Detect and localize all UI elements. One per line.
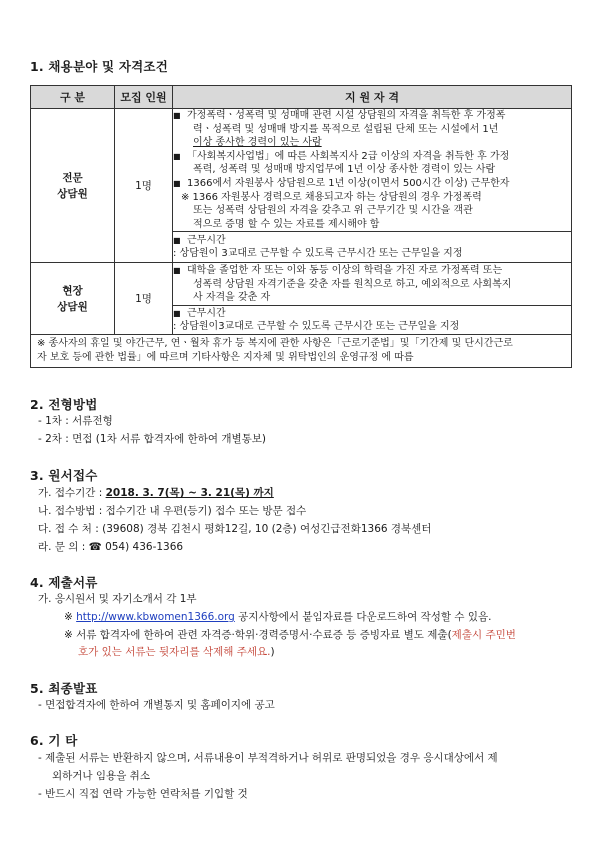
count-expert: 1명	[115, 109, 173, 263]
section-title-announcement: 5. 최종발표	[30, 681, 98, 696]
count-field: 1명	[115, 263, 173, 335]
etc-item-1: - 제출된 서류는 반환하지 않으며, 서류내용이 부적격하거나 허위로 판명되었을 경우 응시대상에서 제	[38, 752, 498, 764]
documents-proof-note-cont: 호가 있는 서류는 뒷자리를 삭제해 주세요.)	[78, 646, 275, 658]
recruitment-table	[30, 85, 572, 368]
work-hours-expert: ■ 근무시간 : 상담원이 3교대로 근무할 수 있도록 근무시간 또는 근무일을 지정	[173, 232, 572, 263]
qual-item: ■ 가정폭력ㆍ성폭력 및 성매매 관련 시설 상담원의 자격을 취득한 후 가정폭 력ㆍ성폭력 및 성매매 방지를 목적으로 설립된 단체 또는 시설에서 1년 이상 종사한 경력이 있는 사람	[173, 109, 571, 150]
table-header-row	[31, 86, 572, 109]
section-title-etc: 6. 기 타	[30, 733, 78, 748]
application-contact: 라. 문 의 : ☎ 054) 436-1366	[38, 541, 184, 553]
table-row	[31, 109, 572, 232]
table-row	[31, 263, 572, 306]
section-title-recruitment: 1. 채용분야 및 자격조건	[30, 59, 168, 74]
work-hours-field: ■ 근무시간 : 상담원이3교대로 근무할 수 있도록 근무시간 또는 근무일을 지정	[173, 306, 572, 335]
documents-proof-note: ※ 서류 합격자에 한하여 관련 자격증·학위·경력증명서·수료증 등 증빙자료 별도 제출(제출시 주민번	[64, 629, 516, 641]
etc-item-2: - 반드시 직접 연락 가능한 연락처를 기입할 것	[38, 788, 248, 800]
category-expert-counselor: 전문 상담원	[31, 109, 115, 263]
application-period: 가. 접수기간 : 2018. 3. 7(목) ~ 3. 21(목) 까지	[38, 487, 274, 499]
screening-step-2: - 2차 : 면접 (1차 서류 합격자에 한하여 개별통보)	[38, 433, 267, 445]
qual-item: ■ 1366에서 자원봉사 상담원으로 1년 이상(이면서 500시간 이상) 근무한자	[173, 177, 571, 191]
qual-item: ■ 대학을 졸업한 자 또는 이와 동등 이상의 학력을 가진 자로 가정폭력 또는 성폭력 상담원 자격기준을 갖춘 자를 원칙으로 하고, 예외적으로 사회복지 사 자격을 갖춘 자	[173, 264, 571, 305]
screening-step-1: - 1차 : 서류전형	[38, 415, 113, 427]
section-title-documents: 4. 제출서류	[30, 575, 98, 590]
section-title-screening: 2. 전형방법	[30, 397, 98, 412]
documents-download-note: ※ http://www.kbwomen1366.org 공지사항에서 붙임자료를 다운로드하여 작성할 수 있음.	[64, 611, 492, 623]
documents-list: 가. 응시원서 및 자기소개서 각 1부	[38, 593, 197, 605]
etc-item-1-cont: 외하거나 임용을 취소	[52, 770, 150, 782]
table-footnote-row	[31, 335, 572, 368]
website-link[interactable]: http://www.kbwomen1366.org	[76, 611, 235, 623]
header-count: 모집 인원	[115, 86, 173, 109]
table-footnote: ※ 종사자의 휴일 및 야간근무, 연ㆍ월차 휴가 등 복지에 관한 사항은「근로기준법」및「기간제 및 단시간근로 자 보호 등에 관한 법률」에 따르며 기타사항은 지자체 및 위탁법인의 운영규정 에 따름	[31, 335, 572, 368]
announcement-text: - 면접합격자에 한하여 개별통지 및 홈페이지에 공고	[38, 699, 275, 711]
application-address: 다. 접 수 처 : (39608) 경북 김천시 평화12길, 10 (2층) 여성긴급전화1366 경북센터	[38, 523, 432, 535]
qual-item: ■ 「사회복지사업법」에 따른 사회복지사 2급 이상의 자격을 취득한 후 가정 폭력, 성폭력 및 성매매 방지업무에 1년 이상 종사한 경력이 있는 사람	[173, 150, 571, 177]
header-category: 구 분	[31, 86, 115, 109]
header-qualification: 지 원 자 격	[173, 86, 572, 109]
application-method: 나. 접수방법 : 접수기간 내 우편(등기) 접수 또는 방문 접수	[38, 505, 307, 517]
qualification-field	[173, 263, 572, 306]
qualification-expert	[173, 109, 572, 232]
section-title-application: 3. 원서접수	[30, 468, 98, 483]
qual-note: ※ 1366 자원봉사 경력으로 채용되고자 하는 상담원의 경우 가정폭력 또는 성폭력 상담원의 자격을 갖추고 위 근무기간 및 시간을 객관 적으로 증명 할 수 있는 자료를 제시해야 함	[181, 191, 482, 230]
category-field-counselor: 현장 상담원	[31, 263, 115, 335]
